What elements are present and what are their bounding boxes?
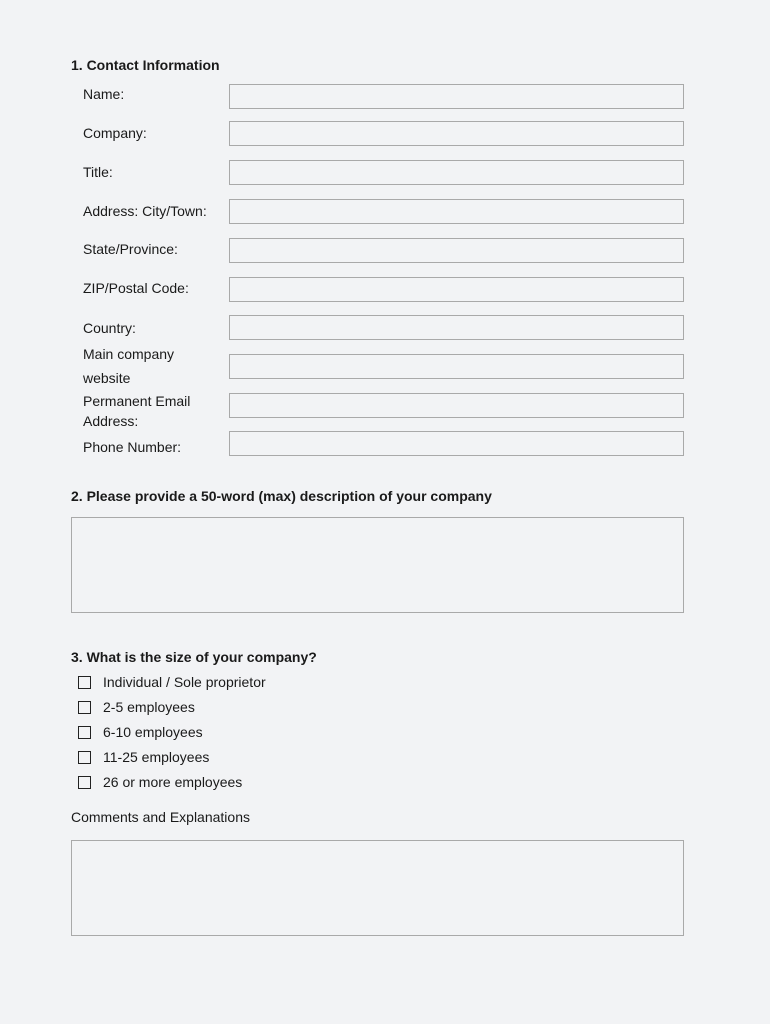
size-option-2-5[interactable] (78, 698, 195, 716)
phone-label: Phone Number: (83, 439, 182, 455)
company-description-textarea[interactable] (71, 517, 684, 613)
checkbox[interactable] (78, 751, 91, 764)
option-label: Individual / Sole proprietor (103, 674, 266, 690)
city-town-label: Address: City/Town: (83, 203, 207, 219)
name-label: Name: (83, 86, 125, 102)
city-town-field[interactable] (229, 199, 684, 224)
size-option-11-25[interactable] (78, 748, 209, 766)
name-field[interactable] (229, 84, 684, 109)
zip-postal-code-label: ZIP/Postal Code: (83, 280, 189, 296)
size-option-individual[interactable] (78, 673, 266, 691)
size-option-26-plus[interactable] (78, 773, 242, 791)
website-field[interactable] (229, 354, 684, 379)
checkbox[interactable] (78, 701, 91, 714)
checkbox[interactable] (78, 676, 91, 689)
phone-field[interactable] (229, 431, 684, 456)
size-option-6-10[interactable] (78, 723, 203, 741)
option-label: 11-25 employees (103, 749, 210, 765)
company-field[interactable] (229, 121, 684, 146)
title-field[interactable] (229, 160, 684, 185)
company-description-heading: 2. Please provide a 50-word (max) description of your company (71, 488, 492, 504)
option-label: 26 or more employees (103, 774, 243, 790)
email-label: Permanent Email Address: (83, 393, 191, 429)
company-size-heading: 3. What is the size of your company? (71, 649, 317, 665)
state-province-field[interactable] (229, 238, 684, 263)
country-field[interactable] (229, 315, 684, 340)
company-label: Company: (83, 125, 147, 141)
contact-information-heading: 1. Contact Information (71, 57, 220, 73)
option-label: 2-5 employees (103, 699, 195, 715)
comments-label: Comments and Explanations (71, 809, 250, 825)
title-label: Title: (83, 164, 113, 180)
website-label: Main company website (83, 346, 175, 386)
checkbox[interactable] (78, 726, 91, 739)
checkbox[interactable] (78, 776, 91, 789)
option-label: 6-10 employees (103, 724, 203, 740)
state-province-label: State/Province: (83, 241, 178, 257)
zip-postal-code-field[interactable] (229, 277, 684, 302)
comments-textarea[interactable] (71, 840, 684, 936)
country-label: Country: (83, 320, 136, 336)
email-field[interactable] (229, 393, 684, 418)
